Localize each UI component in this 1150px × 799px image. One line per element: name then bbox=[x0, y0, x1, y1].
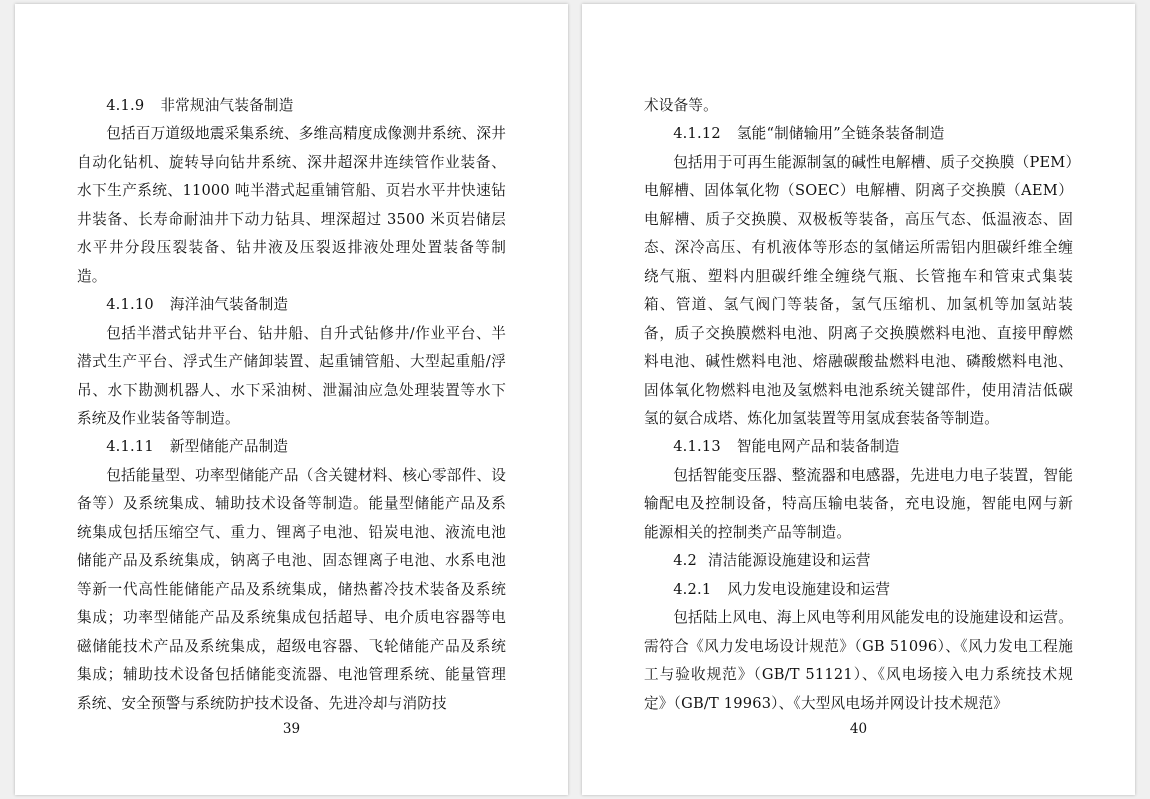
section-heading bbox=[77, 92, 506, 120]
section-number: 4.2 bbox=[673, 552, 697, 570]
paragraph: 包括用于可再生能源制氢的碱性电解槽、质子交换膜（PEM）电解槽、固体氧化物（SOEC）电解槽、阴离子交换膜（AEM）电解槽、质子交换膜、双极板等装备，高压气态、低温液态、固态、深冷高压、有机液体等形态的氢储运所需铝内胆碳纤维全缠绕气瓶、塑料内胆碳纤维全缠绕气瓶、长管拖车和管束式集装箱、管道、氢气阀门等装备，氢气压缩机、加氢机等加氢站装备，质子交换膜燃料电池、阴离子交换膜燃料电池、直接甲醇燃料电池、碱性燃料电池、熔融碳酸盐燃料电池、磷酸燃料电池、固体氧化物燃料电池及氢燃料电池系统关键部件，使用清洁低碳氢的氨合成塔、炼化加氢装置等用氢成套装备等制造。 bbox=[644, 153, 1073, 427]
page-number: 39 bbox=[282, 721, 301, 737]
section-title: 氢能“制储输用”全链条装备制造 bbox=[736, 125, 945, 143]
paragraph: 包括百万道级地震采集系统、多维高精度成像测井系统、深井自动化钻机、旋转导向钻井系统、深井超深井连续管作业装备、水下生产系统、11000 吨半潜式起重铺管船、页岩水平井快速钻井装备、长寿命耐油井下动力钻具、埋深超过 3500 米页岩储层水平井分段压裂装备、钻井液及压裂返排液处理处置装备等制造。 bbox=[77, 125, 506, 285]
section-heading bbox=[77, 433, 506, 461]
section-title: 海洋油气装备制造 bbox=[169, 296, 289, 314]
document-page-40 bbox=[582, 4, 1135, 795]
paragraph: 包括半潜式钻井平台、钻井船、自升式钻修井/作业平台、半潜式生产平台、浮式生产储卸装置、起重铺管船、大型起重船/浮吊、水下勘测机器人、水下采油树、泄漏油应急处理装置等水下系统及作业装备等制造。 bbox=[77, 324, 506, 427]
document-page-39 bbox=[15, 4, 568, 795]
section-title: 非常规油气装备制造 bbox=[160, 97, 294, 114]
section-heading bbox=[644, 547, 1073, 575]
section-number: 4.1.12 bbox=[673, 125, 721, 143]
section-title: 风力发电设施建设和运营 bbox=[727, 580, 891, 598]
section-title: 新型储能产品制造 bbox=[169, 438, 289, 456]
paragraph: 包括能量型、功率型储能产品（含关键材料、核心零部件、设备等）及系统集成、辅助技术设备等制造。能量型储能产品及系统集成包括压缩空气、重力、锂离子电池、铅炭电池、液流电池储能产品及系统集成，钠离子电池、固态锂离子电池、水系电池等新一代高性能储能产品及系统集成，储热蓄冷技术装备及系统集成；功率型储能产品及系统集成包括超导、电介质电容器等电磁储能技术产品及系统集成，超级电容器、飞轮储能产品及系统集成；辅助技术设备包括储能变流器、电池管理系统、能量管理系统、安全预警与系统防护技术设备、先进冷却与消防技 bbox=[77, 466, 506, 712]
paragraph: 包括陆上风电、海上风电等利用风能发电的设施建设和运营。需符合《风力发电场设计规范》（GB 51096）、《风力发电工程施工与验收规范》（GB/T 51121）、《风电场接入电力系统技术规定》（GB/T 19963）、《大型风电场并网设计技术规范》 bbox=[644, 609, 1073, 712]
section-heading bbox=[77, 291, 506, 319]
section-heading bbox=[644, 433, 1073, 461]
page-number: 40 bbox=[849, 721, 868, 737]
section-number: 4.1.9 bbox=[106, 97, 145, 114]
page-content bbox=[644, 92, 1073, 718]
section-number: 4.1.11 bbox=[106, 438, 154, 456]
section-number: 4.1.10 bbox=[106, 296, 154, 314]
page-content bbox=[77, 92, 506, 718]
section-title: 清洁能源设施建设和运营 bbox=[707, 552, 871, 570]
section-heading bbox=[644, 120, 1073, 148]
section-number: 4.2.1 bbox=[673, 580, 712, 598]
paragraph-continuation: 术设备等。 bbox=[644, 97, 718, 114]
section-number: 4.1.13 bbox=[673, 438, 721, 456]
section-title: 智能电网产品和装备制造 bbox=[736, 438, 900, 456]
section-heading bbox=[644, 576, 1073, 604]
paragraph: 包括智能变压器、整流器和电感器，先进电力电子装置，智能输配电及控制设备，特高压输电装备，充电设施，智能电网与新能源相关的控制类产品等制造。 bbox=[644, 466, 1073, 541]
